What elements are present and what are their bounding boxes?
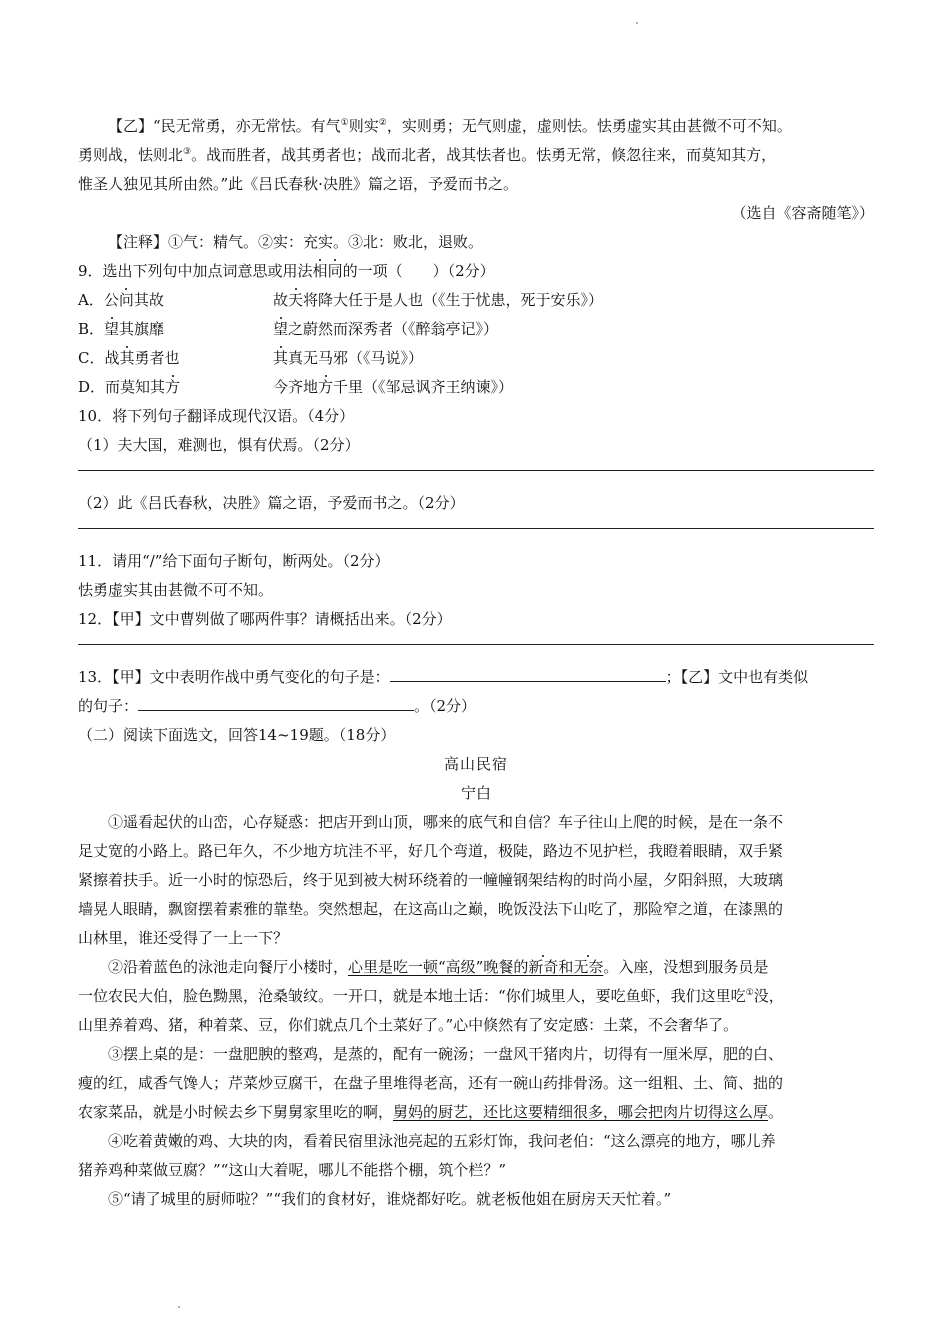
corner-dot-top (636, 22, 638, 24)
underlined-sentence: 心里是吃一顿“高级”晚餐的新奇和无奈 (348, 958, 604, 976)
option-c[interactable]: C．战其勇者也 其真无马邪（《马说》） (78, 349, 424, 367)
option-b[interactable]: B．望其旗靡 望之蔚然而深秀者（《醉翁亭记》） (78, 320, 499, 338)
question-10-stem: 10．将下列句子翻译成现代汉语。（4分） (78, 407, 355, 425)
question-13-line-2: 的句子： 。（2分） (78, 692, 874, 721)
paragraph-3-line: 瘦的红，咸香气馋人；芹菜炒豆腐干，在盘子里堆得老高，还有一碗山药排骨汤。这一组粗、土、简、拙的 (78, 1074, 784, 1092)
note-ref: ① (745, 988, 754, 998)
yi-passage-line-2: 勇则战，怯则北③。战而胜者，战其勇者也；战而北者，战其怯者也。怯勇无常，倏忽往来，而莫知其方， (78, 146, 777, 164)
question-11-stem: 11．请用“/”给下面句子断句，断两处。（2分） (78, 552, 390, 570)
option-a[interactable]: A．公问其故 故天将降大任于是人也（《生于忧患，死于安乐》） (78, 291, 604, 309)
dotted-word: 相 (312, 262, 328, 280)
question-13-line-1: 13．【甲】文中表明作战中勇气变化的句子是： ；【乙】文中也有类似 (78, 663, 874, 692)
paragraph-2-line: 一位农民大伯，脸色黝黑，沧桑皱纹。一开口，就是本地土话：“你们城里人，要吃鱼虾，我们这里吃①没， (78, 987, 784, 1005)
annotations: 【注释】①气：精气。②实：充实。③北：败北，退败。 (108, 233, 484, 251)
note-ref-1: ① (340, 118, 349, 128)
answer-blank[interactable] (390, 663, 666, 682)
passage-source: （选自《容斋随笔》） (731, 204, 874, 222)
paragraph-3-line: 农家菜品，就是小时候去乡下舅舅家里吃的啊，舅妈的厨艺，还比这要精细很多，哪会把肉片切得这么厚。 (78, 1103, 784, 1121)
paragraph-3-line: ③摆上桌的是：一盘肥腴的整鸡，是蒸的，配有一碗汤；一盘风干猪肉片，切得有一厘米厚，肥的白、 (108, 1045, 784, 1063)
answer-line[interactable] (78, 634, 874, 645)
paragraph-1-line: ①遥看起伏的山峦，心存疑惑：把店开到山顶，哪来的底气和自信？车子往山上爬的时候，是在一条不 (108, 813, 784, 831)
question-10-sentence-1: （1）夫大国，难测也，惧有伏焉。（2分） (78, 436, 360, 454)
note-ref-3: ③ (183, 147, 192, 157)
note-ref-2: ② (378, 118, 387, 128)
article-title: 高山民宿 (443, 755, 508, 773)
section-heading: （二）阅读下面选文，回答14~19题。（18分） (78, 726, 396, 744)
paragraph-4-line: ④吃着黄嫩的鸡、大块的肉，看着民宿里泳池亮起的五彩灯饰，我问老伯：“这么漂亮的地方，哪儿养 (108, 1132, 776, 1150)
answer-line[interactable] (78, 518, 874, 529)
paragraph-1-line: 山林里，谁还受得了一上一下？ (78, 929, 289, 947)
answer-line[interactable] (78, 460, 874, 471)
answer-blank[interactable] (138, 692, 414, 711)
paragraph-4-line: 猪养鸡种菜做豆腐？”“这山大着呢，哪儿不能搭个棚，筑个栏？” (78, 1161, 507, 1179)
question-9-stem: 9．选出下列句中加点词意思或用法相同的一项（ ）（2分） (78, 262, 495, 280)
question-11-sentence: 怯勇虚实其由甚微不可不知。 (78, 581, 274, 599)
underlined-sentence: 舅妈的厨艺，还比这要精细很多，哪会把肉片切得这么厚 (393, 1103, 769, 1121)
question-12-stem: 12．【甲】文中曹刿做了哪两件事？请概括出来。（2分） (78, 610, 452, 628)
corner-dot-bottom (178, 1306, 180, 1308)
paragraph-5-line: ⑤“请了城里的厨师啦？”“我们的食材好，谁烧都好吃。就老板他姐在厨房天天忙着。” (108, 1190, 672, 1208)
article-author: 宁白 (460, 784, 491, 802)
paragraph-2-line: ②沿着蓝色的泳池走向餐厅小楼时，心里是吃一顿“高级”晚餐的新奇和无奈。入座，没想到服务员是 (108, 958, 769, 976)
paragraph-2-line: 山里养着鸡、猪，种着菜、豆，你们就点几个土菜好了。”心中倏然有了安定感：土菜，不会奢华了。 (78, 1016, 739, 1034)
paragraph-1-line: 紧擦着扶手。近一小时的惊恐后，终于见到被大树环绕着的一幢幢钢架结构的时尚小屋，夕阳斜照，大玻璃 (78, 871, 784, 889)
exam-page (78, 112, 874, 1214)
question-10-sentence-2: （2）此《吕氏春秋，决胜》篇之语，予爱而书之。（2分） (78, 494, 465, 512)
yi-passage-line-1: 【乙】“民无常勇，亦无常怯。有气①则实②，实则勇；无气则虚，虚则怯。怯勇虚实其由甚微不可不知。 (108, 117, 792, 135)
paragraph-1-line: 墙晃人眼睛，飘窗摆着素雅的靠垫。突然想起，在这高山之巅，晚饭没法下山吃了，那险窄之道，在漆黑的 (78, 900, 784, 918)
option-d[interactable]: D．而莫知其方 今齐地方千里（《邹忌讽齐王纳谏》） (78, 378, 514, 396)
dotted-word: 同 (327, 262, 343, 280)
paragraph-1-line: 足丈宽的小路上。路已年久，不少地方坑洼不平，好几个弯道，极陡，路边不见护栏，我瞪着眼睛，双手紧 (78, 842, 784, 860)
yi-passage-line-3: 惟圣人独见其所由然。”此《吕氏春秋·决胜》篇之语，予爱而书之。 (78, 175, 518, 193)
